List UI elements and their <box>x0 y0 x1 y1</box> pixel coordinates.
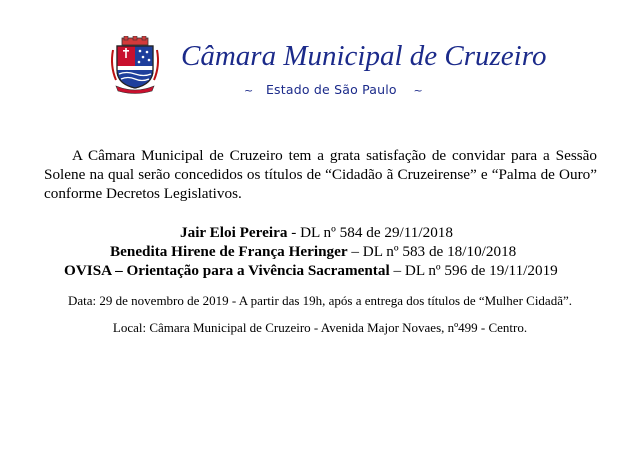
honoree-line <box>64 261 558 280</box>
organization-title: Câmara Municipal de Cruzeiro <box>181 40 547 72</box>
ornament-right: ~ <box>413 84 423 97</box>
organization-subtitle <box>244 82 423 97</box>
honoree-name: Benedita Hirene de França Heringer <box>110 243 348 260</box>
honoree-decree: DL nº 584 de 29/11/2018 <box>300 224 453 241</box>
honoree-name: OVISA – Orientação para a Vivência Sacramental <box>64 262 390 279</box>
honoree-decree: DL nº 583 de 18/10/2018 <box>362 243 517 260</box>
ornament-left: ~ <box>244 84 254 97</box>
event-location: Local: Câmara Municipal de Cruzeiro - Avenida Major Novaes, nº499 - Centro. <box>112 320 528 335</box>
honoree-line <box>110 242 516 261</box>
invitation-paragraph: A Câmara Municipal de Cruzeiro tem a grata satisfação de convidar para a Sessão Solene na qual serão concedidos os títulos de “Cidadão ã Cruzeirense” e “Palma de Ouro” conforme Decretos Legislativos. <box>44 147 597 202</box>
honoree-separator: - <box>287 224 301 241</box>
event-date: Data: 29 de novembro de 2019 - A partir das 19h, após a entrega dos títulos de “Mulher Cidadã”. <box>68 293 572 308</box>
honoree-separator: – <box>347 243 363 260</box>
state-name: Estado de São Paulo <box>265 82 397 97</box>
coat-of-arms-icon <box>108 36 162 94</box>
honoree-line <box>180 223 453 242</box>
honoree-decree: DL nº 596 de 19/11/2019 <box>404 262 558 279</box>
honoree-name: Jair Eloi Pereira <box>180 224 288 241</box>
honoree-separator: – <box>389 262 405 279</box>
